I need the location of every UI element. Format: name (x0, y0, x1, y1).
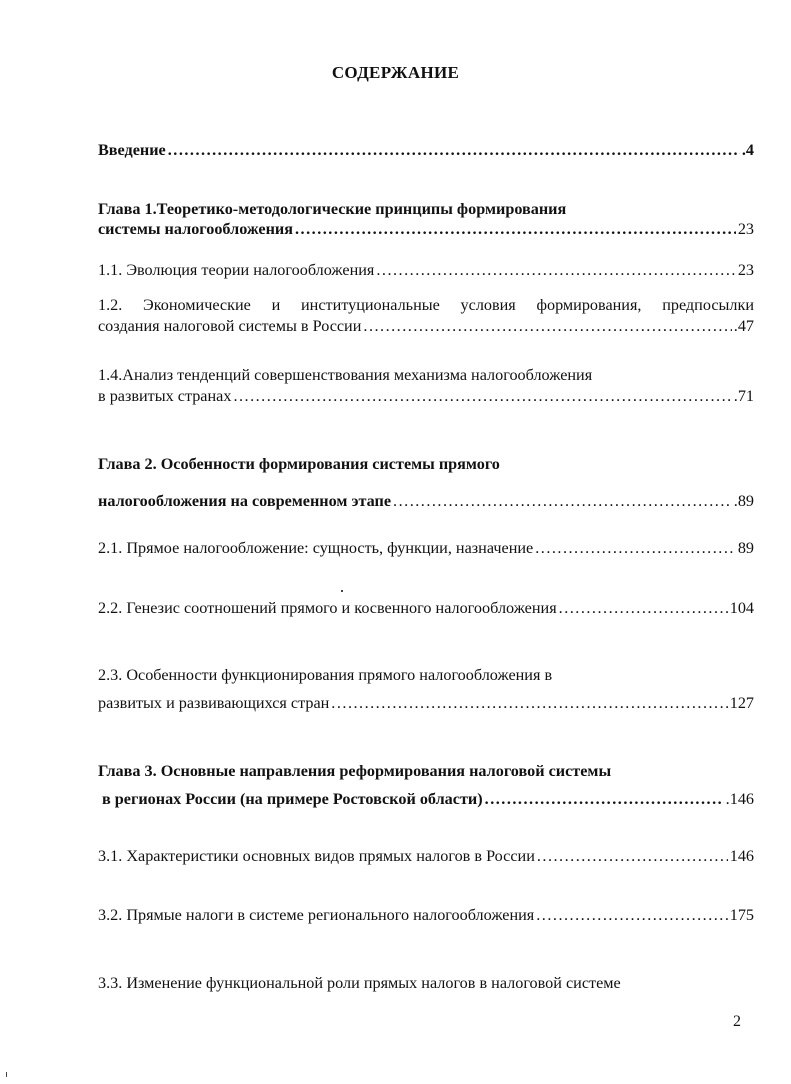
page-number: 2 (733, 1013, 741, 1030)
toc-leader-dots (485, 788, 724, 810)
toc-leader-dots (295, 218, 736, 240)
toc-entry-text: развитых и развивающихся стран (98, 694, 330, 712)
toc-entry-text: Введение (98, 141, 166, 159)
toc-section-1-4-line1: 1.4.Анализ тенденций совершенствования механизма налогообложения (98, 366, 593, 384)
toc-leader-dots (331, 692, 727, 714)
toc-section-3-1 (98, 845, 754, 867)
toc-section-2-2 (98, 597, 754, 619)
toc-entry-intro (98, 139, 754, 161)
toc-entry-text: 3.2. Прямые налоги в системе регионального налогообложения (98, 906, 535, 924)
toc-leader-dots (376, 259, 735, 281)
toc-leader-dots (363, 315, 731, 337)
toc-section-2-1 (98, 537, 754, 559)
page-title: СОДЕРЖАНИЕ (331, 63, 460, 82)
toc-page-number: 127 (729, 694, 754, 712)
toc-entry-text: системы налогообложения (98, 220, 293, 238)
toc-section-1-1 (98, 259, 754, 281)
toc-chapter-1 (98, 218, 754, 240)
toc-entry-text: в регионах России (на примере Ростовской области) (102, 790, 483, 808)
toc-page-number: .47 (733, 317, 754, 335)
toc-section-1-4 (98, 385, 754, 407)
toc-leader-dots (559, 597, 728, 619)
toc-leader-dots (536, 904, 727, 926)
toc-page-number: 104 (729, 599, 754, 617)
toc-page-number: 23 (737, 261, 754, 279)
toc-chapter-2 (98, 490, 754, 512)
toc-page-number: .4 (741, 141, 754, 159)
scan-speck (6, 1072, 7, 1077)
toc-entry-text: 3.1. Характеристики основных видов прямых налогов в России (98, 847, 535, 865)
toc-leader-dots (393, 490, 732, 512)
toc-leader-dots (233, 385, 731, 407)
toc-leader-dots (537, 845, 728, 867)
toc-entry-text: создания налоговой системы в России (98, 317, 362, 335)
toc-leader-dots (535, 537, 736, 559)
toc-section-2-3 (98, 692, 754, 714)
toc-page-number: 23 (737, 220, 754, 238)
toc-page-number: .89 (733, 492, 754, 510)
toc-entry-text: в развитых странах (98, 387, 232, 405)
toc-entry-text: налогообложения на современном этапе (98, 492, 392, 510)
toc-section-1-2-line1: 1.2. Экономические и институциональные условия формирования, предпосылки (98, 296, 754, 314)
toc-entry-text: 1.1. Эволюция теории налогообложения (98, 261, 375, 279)
scan-speck (341, 590, 343, 592)
toc-leader-dots (168, 139, 740, 161)
toc-page-number: .71 (733, 387, 754, 405)
toc-chapter-3-line1: Глава 3. Основные направления реформирования налоговой системы (98, 762, 612, 780)
toc-page-number: 89 (737, 539, 754, 557)
toc-section-2-3-line1: 2.3. Особенности функционирования прямого налогообложения в (98, 666, 553, 684)
toc-entry-text: 2.2. Генезис соотношений прямого и косвенного налогообложения (98, 599, 557, 617)
toc-page-number: 175 (729, 906, 754, 924)
toc-page-number: 146 (729, 847, 754, 865)
toc-chapter-2-line1: Глава 2. Особенности формирования системы прямого (98, 455, 500, 473)
toc-section-3-2 (98, 904, 754, 926)
toc-page-number: .146 (725, 790, 754, 808)
toc-section-1-2 (98, 315, 754, 337)
toc-section-3-3: 3.3. Изменение функциональной роли прямых налогов в налоговой системе (98, 974, 621, 992)
toc-chapter-1-line1: Глава 1.Теоретико-методологические принципы формирования (98, 200, 567, 218)
toc-entry-text: 2.1. Прямое налогообложение: сущность, функции, назначение (98, 539, 534, 557)
toc-chapter-3 (102, 788, 754, 810)
